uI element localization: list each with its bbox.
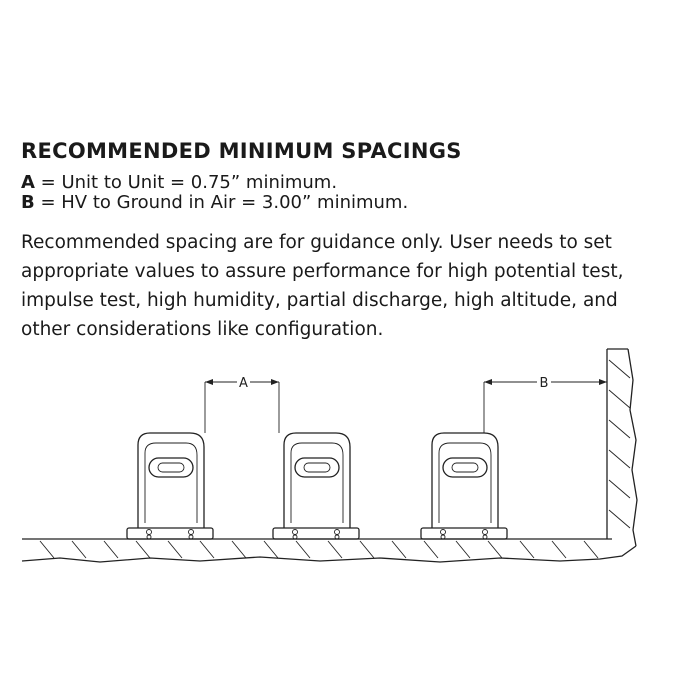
floor-ground (22, 539, 636, 562)
spec-a-key: A (21, 172, 35, 193)
page-heading: RECOMMENDED MINIMUM SPACINGS (21, 139, 462, 163)
wall-hatch-line (609, 360, 630, 378)
wall-hatch-line (609, 480, 630, 498)
dimension-b (484, 376, 607, 433)
floor-hatch-line (392, 541, 406, 558)
ground-wall (607, 349, 637, 546)
note-line-3: impulse test, high humidity, partial discharge, high altitude, and (21, 290, 618, 311)
floor-hatch-line (488, 541, 502, 558)
note-line-4: other considerations like configuration. (21, 319, 384, 340)
floor-hatch-line (40, 541, 54, 558)
floor-hatch-line (264, 541, 278, 558)
floor-hatch-line (552, 541, 566, 558)
note-line-1: Recommended spacing are for guidance only. User needs to set (21, 232, 612, 253)
floor-hatch-line (72, 541, 86, 558)
floor-hatch-line (296, 541, 310, 558)
floor-hatch-line (360, 541, 374, 558)
floor-hatch-line (520, 541, 534, 558)
floor-hatch-line (584, 541, 598, 558)
transformer-unit-3 (421, 433, 507, 539)
dimension-a-label: A (239, 376, 248, 391)
wall-hatch-line (609, 450, 630, 468)
spec-b-text: = HV to Ground in Air = 3.00” minimum. (34, 192, 409, 213)
dimension-b-label: B (539, 376, 549, 391)
floor-hatch-line (104, 541, 118, 558)
spec-a-text: = Unit to Unit = 0.75” minimum. (34, 172, 338, 193)
floor-hatch-line (232, 541, 246, 558)
wall-hatch-line (609, 510, 630, 528)
note-line-2: appropriate values to assure performance for high potential test, (21, 261, 624, 282)
transformer-unit-1 (127, 433, 213, 539)
floor-hatch-line (424, 541, 438, 558)
spec-b-key: B (21, 192, 35, 213)
floor-hatch-line (328, 541, 342, 558)
dimension-a (205, 376, 279, 433)
wall-hatch-line (609, 390, 630, 408)
wall-hatch-line (609, 420, 630, 438)
floor-hatch-line (456, 541, 470, 558)
floor-hatch-line (200, 541, 214, 558)
floor-hatch-line (168, 541, 182, 558)
transformer-unit-2 (273, 433, 359, 539)
floor-hatch-line (136, 541, 150, 558)
